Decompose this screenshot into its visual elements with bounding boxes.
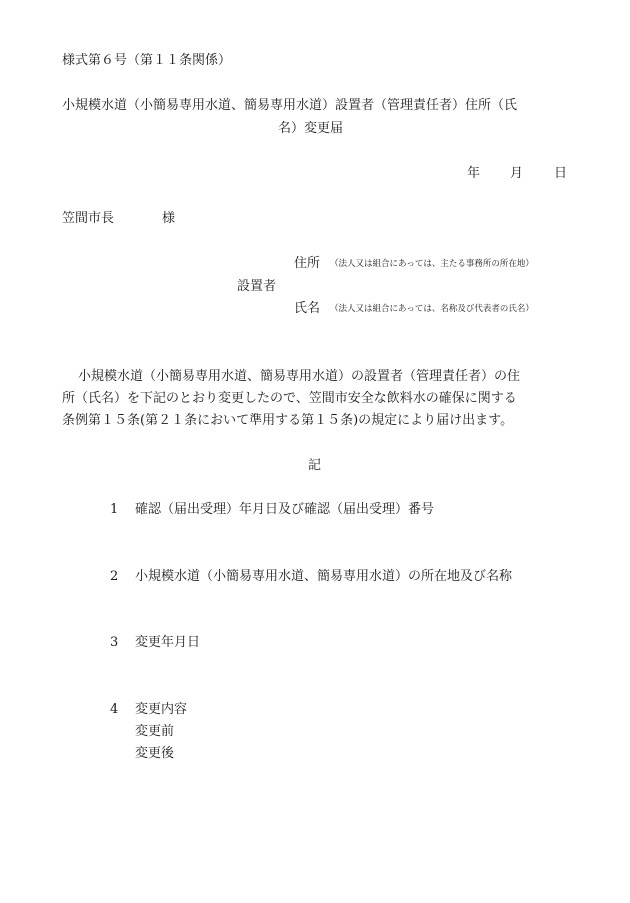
change-after: 変更後 — [135, 746, 175, 761]
addressee-name: 笠間市長 — [62, 211, 115, 226]
ki-heading: 記 — [308, 458, 322, 473]
item-number: 2 — [110, 569, 119, 584]
item-text: 確認（届出受理）年月日及び確認（届出受理）番号 — [135, 502, 435, 517]
addressee-honorific: 様 — [162, 211, 176, 226]
name-note: （法人又は組合にあっては、名称及び代表者の氏名） — [330, 304, 534, 314]
body-line-1: 小規模水道（小簡易専用水道、簡易専用水道）の設置者（管理責任者）の住 — [78, 369, 521, 384]
applicant-label: 設置者 — [237, 279, 277, 294]
date-year-label: 年 — [467, 166, 481, 181]
item-text: 変更内容 — [135, 702, 188, 717]
form-title-line2: 名）変更届 — [278, 121, 344, 136]
body-line-3: 条例第１５条(第２１条において準用する第１５条)の規定により届け出ます。 — [62, 413, 514, 428]
body-line-2: 所（氏名）を下記のとおり変更したので、笠間市安全な飲料水の確保に関する — [62, 391, 517, 406]
item-number: 1 — [110, 502, 119, 517]
change-before: 変更前 — [135, 724, 175, 739]
item-text: 小規模水道（小簡易専用水道、簡易専用水道）の所在地及び名称 — [135, 569, 513, 584]
item-number: 3 — [110, 635, 119, 650]
date-month-label: 月 — [510, 166, 524, 181]
address-label: 住所 — [294, 256, 321, 271]
item-number: 4 — [110, 702, 119, 717]
form-title-line1: 小規模水道（小簡易専用水道、簡易専用水道）設置者（管理責任者）住所（氏 — [62, 98, 518, 113]
item-text: 変更年月日 — [135, 635, 201, 650]
form-number: 様式第６号（第１１条関係） — [62, 53, 232, 68]
name-label: 氏名 — [294, 301, 321, 316]
address-note: （法人又は組合にあっては、主たる事務所の所在地） — [330, 259, 534, 269]
date-day-label: 日 — [554, 166, 568, 181]
